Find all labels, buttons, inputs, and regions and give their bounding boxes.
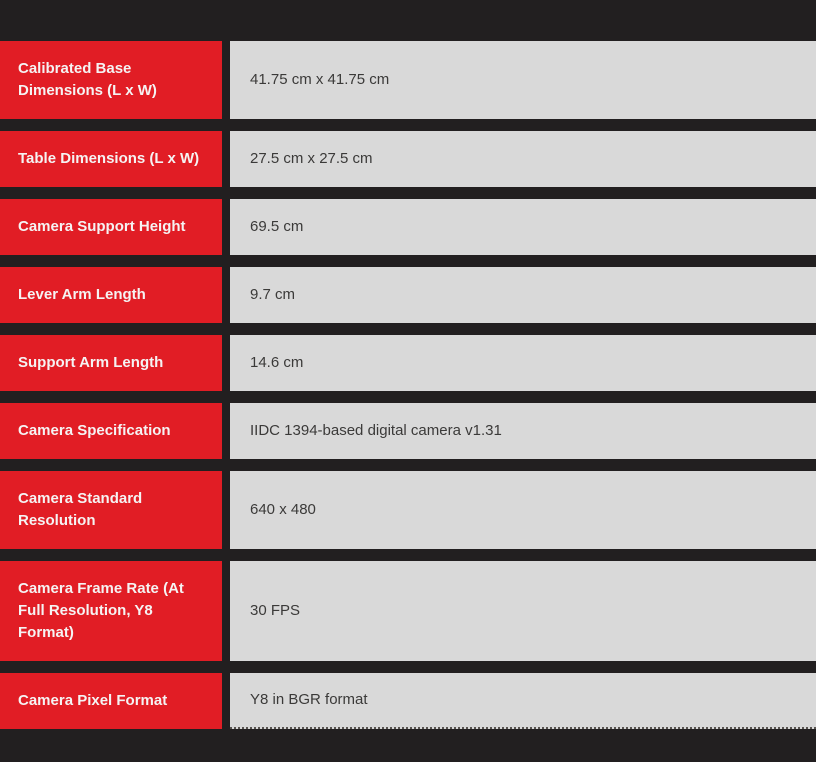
spec-value: IIDC 1394-based digital camera v1.31	[250, 422, 502, 439]
spec-label-cell	[0, 471, 222, 549]
spec-row	[0, 267, 816, 323]
spec-label: Calibrated Base Dimensions (L x W)	[18, 60, 157, 99]
spec-label-cell	[0, 561, 222, 661]
spec-value: 27.5 cm x 27.5 cm	[250, 150, 373, 167]
spec-value: 640 x 480	[250, 501, 316, 518]
spec-row	[0, 335, 816, 391]
spec-label: Table Dimensions (L x W)	[18, 150, 200, 167]
spec-value-cell	[230, 199, 816, 255]
spec-value-cell	[230, 471, 816, 549]
spec-value: 14.6 cm	[250, 354, 304, 371]
spec-row	[0, 561, 816, 661]
spec-value: Y8 in BGR format	[250, 691, 368, 708]
spec-label: Camera Support Height	[18, 218, 186, 235]
spec-label-cell	[0, 403, 222, 459]
spec-value: 41.75 cm x 41.75 cm	[250, 71, 390, 88]
spec-label-cell	[0, 335, 222, 391]
spec-label: Camera Frame Rate (At Full Resolution, Y8 Format)	[18, 580, 184, 641]
spec-row	[0, 131, 816, 187]
spec-value: 9.7 cm	[250, 286, 296, 303]
spec-row	[0, 199, 816, 255]
spec-value-cell	[230, 403, 816, 459]
spec-label: Support Arm Length	[18, 354, 164, 371]
spec-row	[0, 41, 816, 119]
spec-value-cell	[230, 561, 816, 661]
spec-value-cell	[230, 131, 816, 187]
spec-row	[0, 673, 816, 729]
spec-label-cell	[0, 199, 222, 255]
spec-label-cell	[0, 267, 222, 323]
spec-label: Lever Arm Length	[18, 286, 146, 303]
spec-label: Camera Specification	[18, 422, 171, 439]
spec-value-cell	[230, 267, 816, 323]
spec-row	[0, 403, 816, 459]
spec-value-cell	[230, 41, 816, 119]
spec-label-cell	[0, 673, 222, 729]
spec-row	[0, 471, 816, 549]
spec-label-cell	[0, 41, 222, 119]
spec-label-cell	[0, 131, 222, 187]
spec-label: Camera Pixel Format	[18, 692, 168, 709]
spec-value: 30 FPS	[250, 602, 301, 619]
spec-value: 69.5 cm	[250, 218, 304, 235]
spec-label: Camera Standard Resolution	[18, 490, 143, 529]
spec-value-cell	[230, 335, 816, 391]
spec-value-cell	[230, 673, 816, 729]
